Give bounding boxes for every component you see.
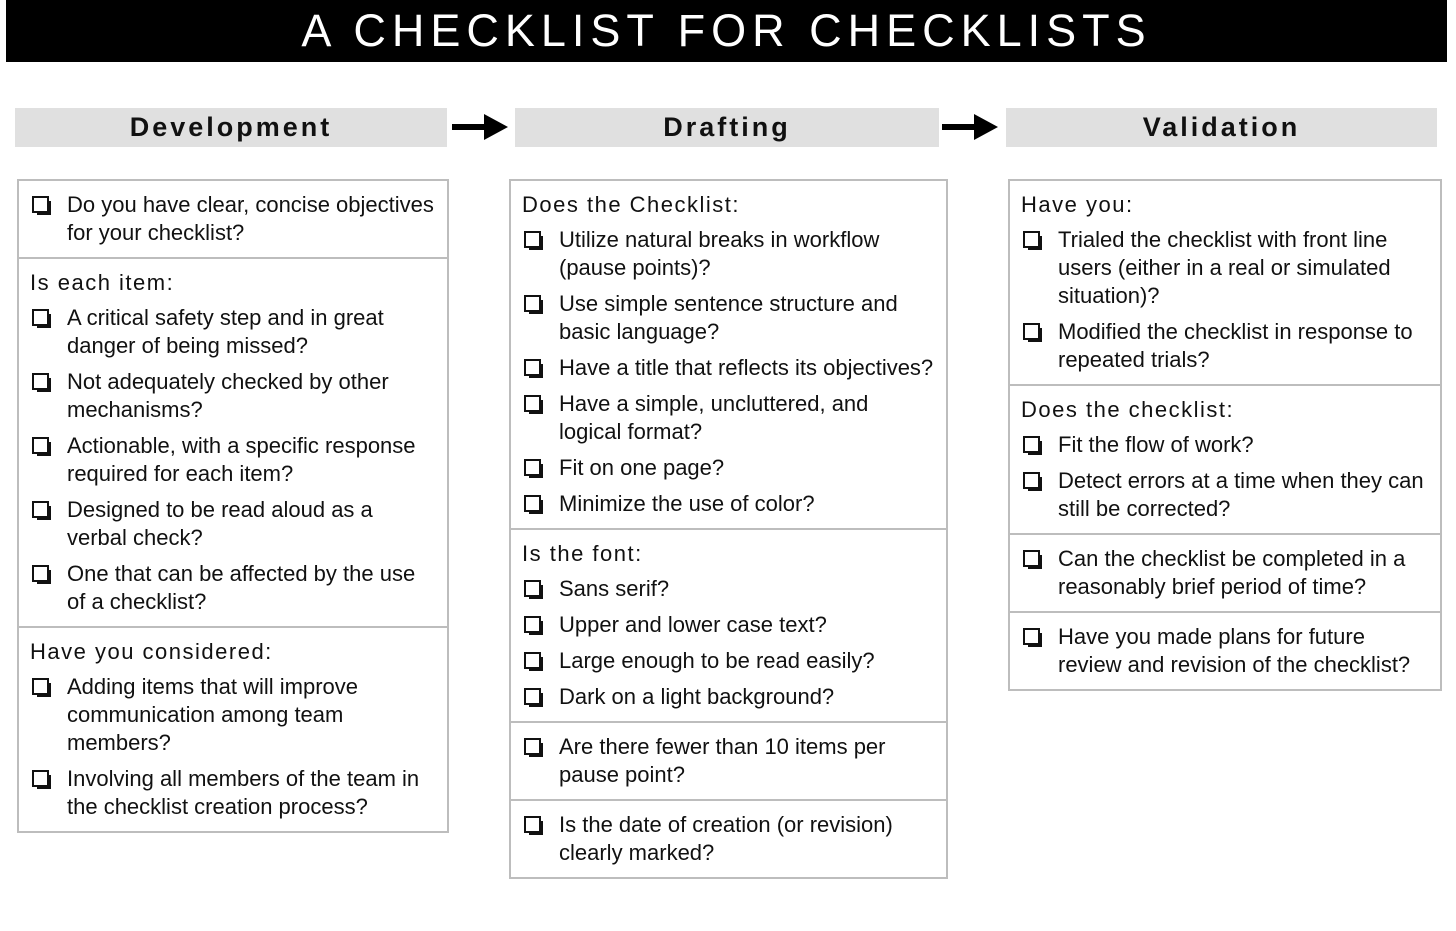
checkbox-icon [524, 359, 541, 376]
title-banner [6, 0, 1447, 62]
checklist-item [30, 191, 437, 247]
checklist-item-text: Large enough to be read easily? [559, 648, 875, 673]
page-title: A CHECKLIST FOR CHECKLISTS [301, 5, 1152, 56]
checkbox-icon [524, 688, 541, 705]
section-heading: Have you considered: [30, 639, 273, 664]
checklist-item-text: Utilize natural breaks in workflow (pause points)? [559, 227, 880, 280]
development-header: Development [15, 108, 447, 147]
checklist-item [522, 390, 936, 446]
checklist-item-text: Use simple sentence structure and basic language? [559, 291, 898, 344]
checklist-section [511, 528, 946, 721]
validation-box [1008, 179, 1442, 691]
checkbox-icon [524, 652, 541, 669]
checkbox-icon [1023, 231, 1040, 248]
checklist-item-text: Minimize the use of color? [559, 491, 815, 516]
checklist-item [30, 432, 437, 488]
checkbox-icon [524, 231, 541, 248]
checkbox-icon [524, 616, 541, 633]
checklist-section [19, 257, 447, 626]
checkbox-icon [524, 580, 541, 597]
checklist-section [1010, 533, 1440, 611]
arrow-right-icon [450, 112, 512, 142]
checklist-item [30, 304, 437, 360]
validation-header: Validation [1006, 108, 1437, 147]
checklist-item [522, 290, 936, 346]
checkbox-icon [32, 373, 49, 390]
checklist-section [1010, 611, 1440, 689]
checklist-section [511, 181, 946, 528]
checkbox-icon [32, 309, 49, 326]
checkbox-icon [32, 770, 49, 787]
checklist-item [1021, 431, 1430, 459]
checklist-item [1021, 623, 1430, 679]
checklist-item-text: Are there fewer than 10 items per pause point? [559, 734, 886, 787]
checklist-item [30, 765, 437, 821]
checklist-item [522, 354, 936, 382]
checklist-item [522, 733, 936, 789]
development-box [17, 179, 449, 833]
section-heading: Have you: [1021, 192, 1134, 217]
checkbox-icon [1023, 628, 1040, 645]
checklist-item-text: Designed to be read aloud as a verbal check? [67, 497, 373, 550]
checklist-section [1010, 181, 1440, 384]
checkbox-icon [32, 437, 49, 454]
checklist-item [1021, 318, 1430, 374]
checklist-item-text: Sans serif? [559, 576, 670, 601]
section-heading: Does the checklist: [1021, 397, 1235, 422]
checklist-item [522, 647, 936, 675]
checklist-item-text: Modified the checklist in response to repeated trials? [1058, 319, 1413, 372]
checkbox-icon [32, 196, 49, 213]
checkbox-icon [524, 495, 541, 512]
checklist-item [522, 490, 936, 518]
checklist-section [19, 181, 447, 257]
checklist-item-text: Fit the flow of work? [1058, 432, 1254, 457]
checklist-item-text: Have a simple, uncluttered, and logical format? [559, 391, 869, 444]
checklist-item-text: Adding items that will improve communication among team members? [67, 674, 359, 755]
checklist-item [30, 368, 437, 424]
drafting-header: Drafting [515, 108, 939, 147]
checkbox-icon [524, 816, 541, 833]
checkbox-icon [1023, 323, 1040, 340]
checklist-item-text: Have you made plans for future review and revision of the checklist? [1058, 624, 1411, 677]
checklist-item-text: Have a title that reflects its objectives? [559, 355, 934, 380]
checklist-item-text: One that can be affected by the use of a checklist? [67, 561, 416, 614]
checklist-item [522, 226, 936, 282]
checkbox-icon [524, 459, 541, 476]
checklist-item [1021, 545, 1430, 601]
drafting-box [509, 179, 948, 879]
checkbox-icon [524, 395, 541, 412]
checklist-item-text: Can the checklist be completed in a reasonably brief period of time? [1058, 546, 1406, 599]
checklist-section [511, 799, 946, 877]
checklist-item-text: Dark on a light background? [559, 684, 835, 709]
checklist-item-text: Do you have clear, concise objectives for your checklist? [67, 192, 434, 245]
checklist-item-text: Fit on one page? [559, 455, 725, 480]
checklist-section [511, 721, 946, 799]
checklist-item-text: Involving all members of the team in the checklist creation process? [67, 766, 420, 819]
checkbox-icon [1023, 436, 1040, 453]
checklist-item [522, 611, 936, 639]
checklist-item [30, 673, 437, 757]
checkbox-icon [1023, 550, 1040, 567]
section-heading: Is the font: [522, 541, 643, 566]
checklist-item-text: Detect errors at a time when they can still be corrected? [1058, 468, 1424, 521]
checklist-item-text: Is the date of creation (or revision) clearly marked? [559, 812, 893, 865]
checklist-item-text: Not adequately checked by other mechanisms? [67, 369, 389, 422]
checklist-item [522, 683, 936, 711]
section-heading: Is each item: [30, 270, 175, 295]
checklist-item-text: A critical safety step and in great danger of being missed? [67, 305, 384, 358]
checkbox-icon [32, 501, 49, 518]
section-heading: Does the Checklist: [522, 192, 741, 217]
checkbox-icon [1023, 472, 1040, 489]
checkbox-icon [32, 678, 49, 695]
arrow-right-icon [940, 112, 1002, 142]
checklist-item-text: Upper and lower case text? [559, 612, 827, 637]
checklist-item-text: Trialed the checklist with front line users (either in a real or simulated situation)? [1058, 227, 1391, 308]
checklist-item [30, 496, 437, 552]
checklist-item [522, 811, 936, 867]
checklist-section [1010, 384, 1440, 533]
checklist-item [30, 560, 437, 616]
checkbox-icon [524, 295, 541, 312]
checklist-item [522, 575, 936, 603]
checklist-item [1021, 467, 1430, 523]
checklist-item-text: Actionable, with a specific response required for each item? [67, 433, 416, 486]
checkbox-icon [32, 565, 49, 582]
checklist-section [19, 626, 447, 831]
checkbox-icon [524, 738, 541, 755]
checklist-item [522, 454, 936, 482]
checklist-item [1021, 226, 1430, 310]
